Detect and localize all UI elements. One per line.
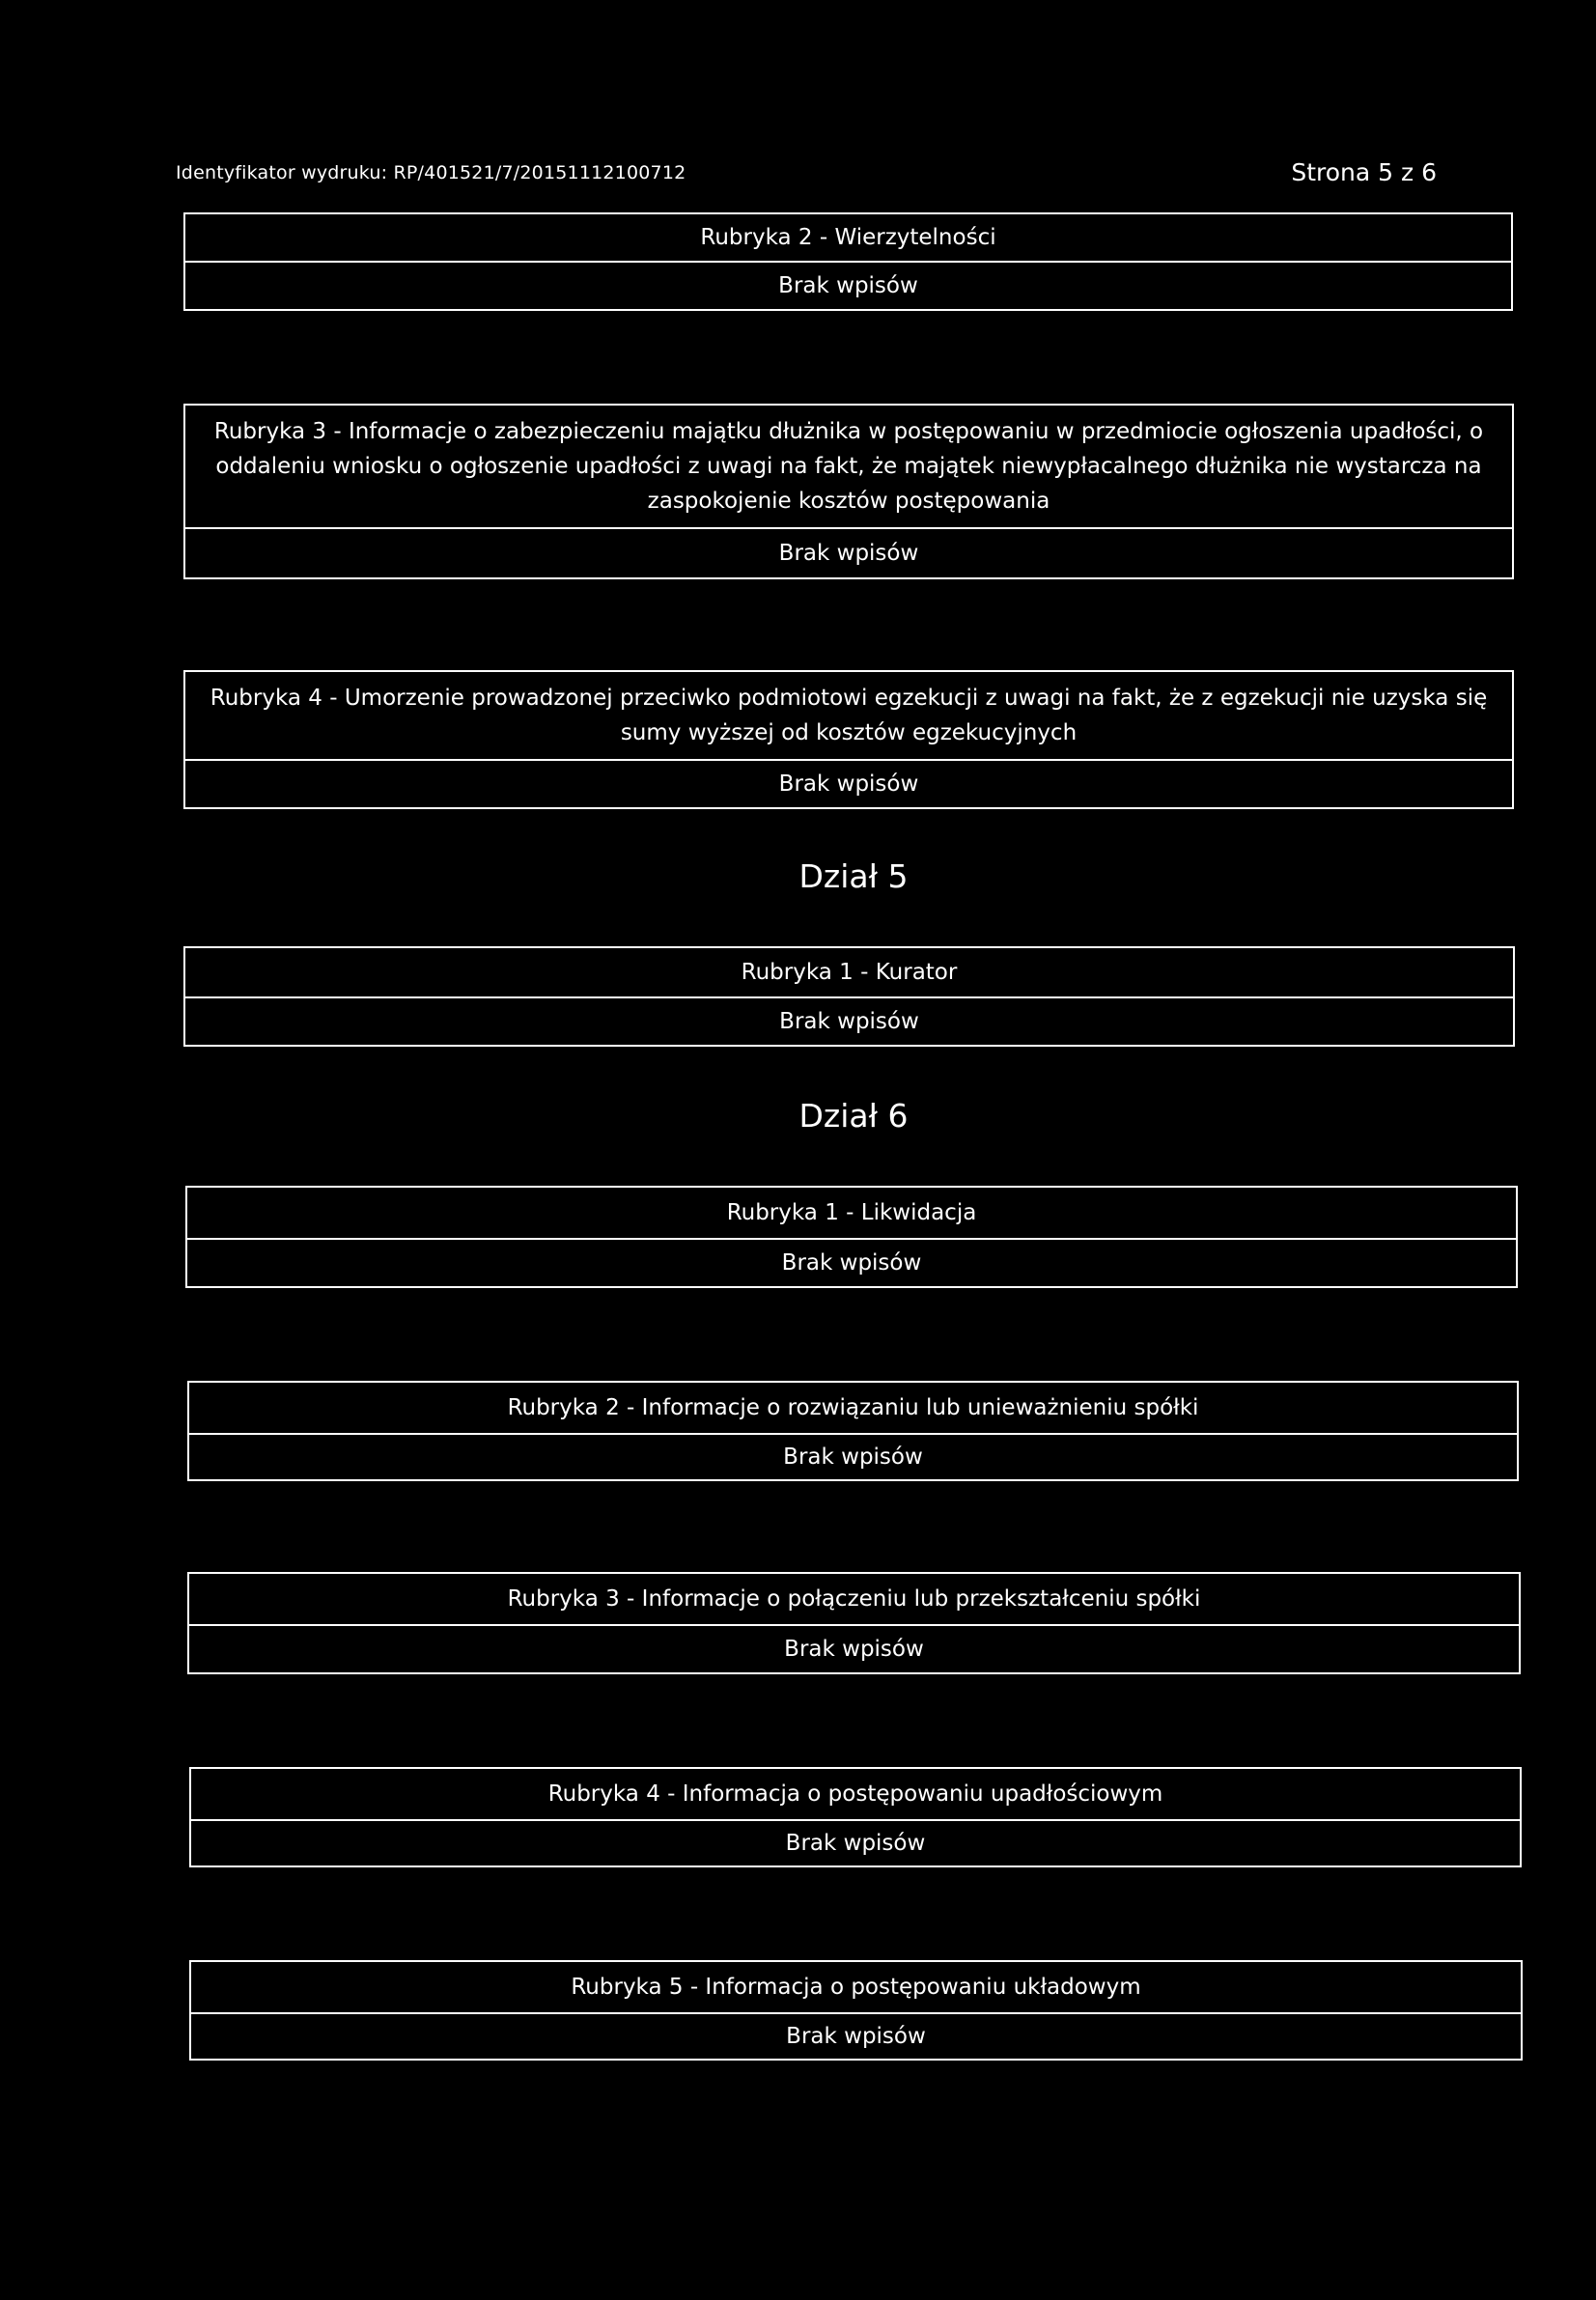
section-d5-r1-kurator [183,946,1515,1047]
section-r4-umorzenie [183,670,1514,809]
section-value: Brak wpisów [781,1250,922,1276]
section-d6-r4-upadlosciowe [189,1767,1522,1867]
section-d6-r3-polaczenie [187,1572,1521,1674]
section-value: Brak wpisów [778,541,919,566]
dzial-5-heading: Dział 5 [798,857,909,895]
section-d6-r5-ukladowe [189,1960,1523,2061]
section-value: Brak wpisów [778,273,918,298]
section-r2-wierzytelnosci [183,212,1513,311]
section-r3-zabezpieczenie [183,404,1514,579]
section-value: Brak wpisów [779,1009,919,1034]
section-value: Brak wpisów [783,1445,923,1470]
dzial-6-heading: Dział 6 [798,1097,909,1135]
section-value: Brak wpisów [784,1637,924,1662]
section-title: Rubryka 5 - Informacja o postępowaniu układowym [191,1962,1521,2014]
section-title: Rubryka 2 - Wierzytelności [185,214,1511,263]
section-d6-r1-likwidacja [185,1186,1518,1288]
section-title: Rubryka 1 - Kurator [185,948,1513,998]
section-value: Brak wpisów [778,771,919,797]
page-number: Strona 5 z 6 [1291,158,1437,186]
print-identifier: Identyfikator wydruku: RP/401521/7/20151112100712 [176,162,686,183]
section-title: Rubryka 1 - Likwidacja [187,1188,1516,1240]
section-title: Rubryka 4 - Umorzenie prowadzonej przeciwko podmiotowi egzekucji z uwagi na fakt, że z egzekucji nie uzyska się sumy wyższej od kosztów egzekucyjnych [185,672,1512,761]
section-title: Rubryka 3 - Informacje o zabezpieczeniu majątku dłużnika w postępowaniu w przedmiocie ogłoszenia upadłości, o oddaleniu wniosku o ogłoszenie upadłości z uwagi na fakt, że majątek niewypłacalnego dłużnika nie wystarcza na zaspokojenie kosztów postępowania [185,406,1512,529]
section-title: Rubryka 4 - Informacja o postępowaniu upadłościowym [191,1769,1520,1821]
section-value: Brak wpisów [785,1831,926,1856]
section-d6-r2-rozwiazanie [187,1381,1519,1481]
section-title: Rubryka 3 - Informacje o połączeniu lub przekształceniu spółki [189,1574,1519,1626]
section-value: Brak wpisów [786,2024,926,2049]
section-title: Rubryka 2 - Informacje o rozwiązaniu lub unieważnieniu spółki [189,1383,1517,1435]
